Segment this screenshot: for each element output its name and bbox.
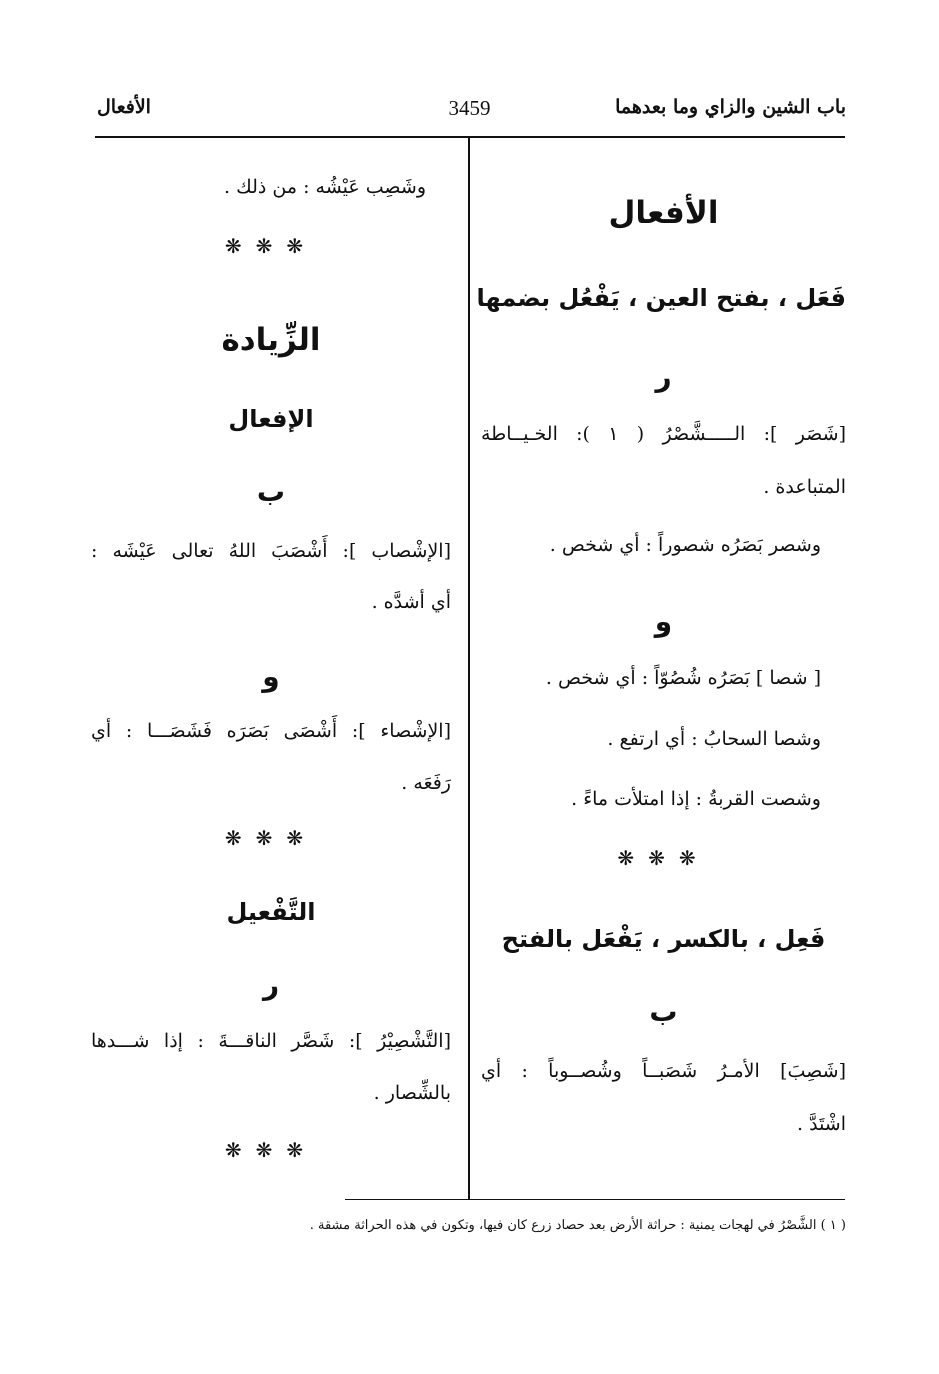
- left-column: [91, 0, 451, 1200]
- section-separator: ❋❋❋: [224, 826, 318, 850]
- letter-heading-waw: و: [654, 605, 673, 638]
- letter-heading-waw: و: [262, 660, 280, 693]
- entry-ishsa-line2: رَفَعَه .: [401, 772, 451, 794]
- subheading-faal-fath: فَعَل ، بفتح العين ، يَفْعُل بضمها: [476, 284, 846, 312]
- running-header-section: الأفعال: [97, 96, 151, 118]
- entry-shasib-aysh: وشَصِب عَيْشُه : من ذلك .: [224, 176, 426, 198]
- entry-shasar-2: وشصر بَصَرُه شصوراً : أي شخص .: [549, 534, 821, 556]
- subheading-ifaal: الإفعال: [228, 405, 314, 433]
- entry-shasa-2: وشصا السحابُ : أي ارتفع .: [607, 728, 821, 750]
- letter-heading-ba: ب: [649, 995, 678, 1028]
- footnote-divider: [345, 1199, 845, 1200]
- entry-tashsir-line1: [التَّشْصِيْرُ ]: شَصَّر الناقـــةَ : إذا شـــدها: [91, 1030, 451, 1052]
- entry-shasib-line2: اشْتَدَّ .: [797, 1113, 846, 1135]
- right-column: [476, 0, 846, 1200]
- entry-shasar-line2: المتباعدة .: [763, 476, 846, 498]
- page-number: 3459: [448, 96, 491, 120]
- section-separator: ❋❋❋: [224, 1138, 318, 1162]
- entry-tashsir-line2: بالشِّصار .: [373, 1082, 451, 1104]
- footnote-1: ( ١ ) الشَّصْرُ في لهجات يمنية : حراثة الأرض بعد حصاد زرع كان فيها، وتكون في هذه الحراثة مشقة .: [309, 1218, 846, 1233]
- entry-shasib-line1: [شَصِبَ] الأمـرُ شَصَبــاً وشُصــوباً : أي: [481, 1060, 846, 1082]
- entry-ishsab-line2: أي أشدَّه .: [371, 591, 451, 613]
- section-heading-ziyada: الزِّيادة: [221, 322, 321, 358]
- entry-shasa: [ شصا ] بَصَرُه شُصُوّاً : أي شخص .: [545, 667, 821, 689]
- entry-shasar-line1: [شَصَر ]: الـــــشَّصْرُ ( ١ ): الخـيــاطة: [481, 423, 846, 445]
- letter-heading-ra: ر: [655, 360, 672, 393]
- section-separator: ❋❋❋: [224, 234, 318, 258]
- entry-ishsab-line1: [الإشْصاب ]: أَشْصَبَ اللهُ تعالى عَيْشَه :: [91, 540, 451, 562]
- entry-ishsa-line1: [الإشْصاء ]: أَشْصَى بَصَرَه فَشَصَـــا : أي: [91, 720, 451, 742]
- running-header-chapter: باب الشين والزاي وما بعدهما: [615, 96, 846, 118]
- subheading-tafil: التَّفْعيل: [226, 898, 316, 926]
- section-heading-afaal: الأفعال: [608, 195, 719, 231]
- letter-heading-ba: ب: [256, 475, 286, 508]
- letter-heading-ra: ر: [262, 968, 280, 1001]
- column-divider: [468, 138, 470, 1200]
- subheading-faila-kasr: فَعِل ، بالكسر ، يَفْعَل بالفتح: [501, 925, 826, 953]
- entry-shasa-3: وشصت القربةُ : إذا امتلأت ماءً .: [571, 788, 821, 810]
- section-separator: ❋❋❋: [617, 846, 710, 870]
